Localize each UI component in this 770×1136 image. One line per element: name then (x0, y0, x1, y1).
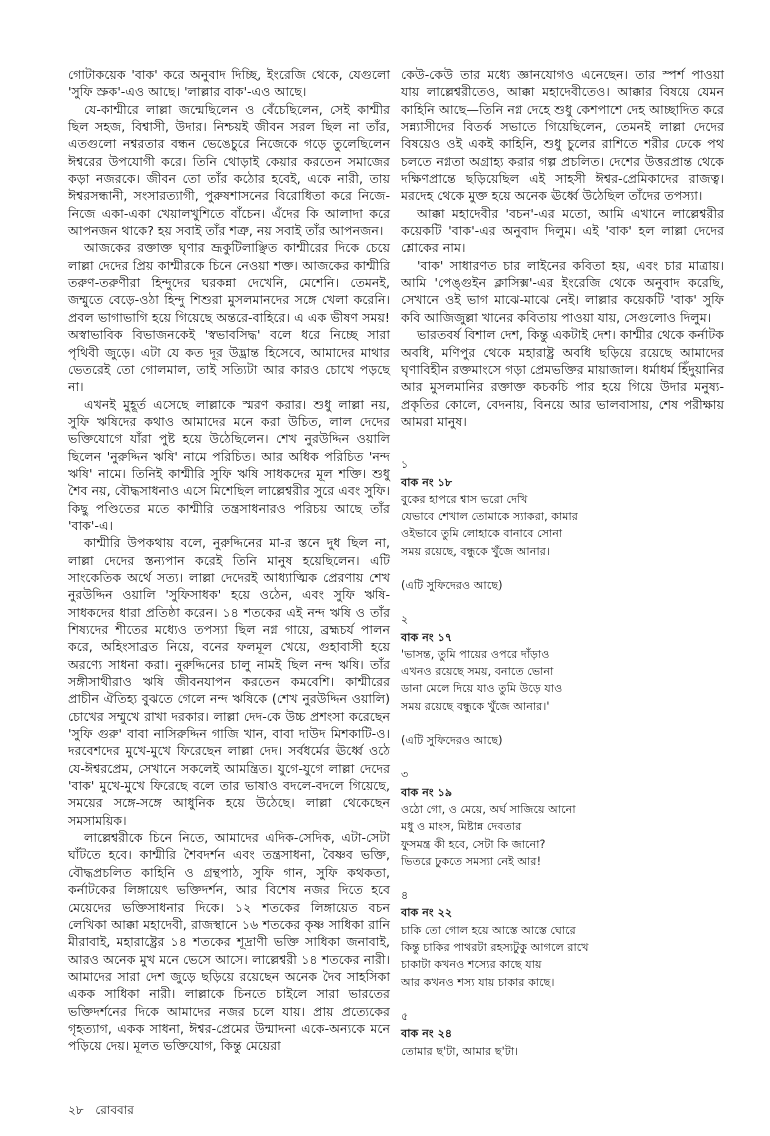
verse-heading: বাক নং ২৪ (401, 1027, 453, 1041)
verse-line: ডানা মেলে দিয়ে যাও তুমি উড়ে যাও (401, 682, 563, 696)
paragraph: লাল্লেশ্বরীকে চিনে নিতে, আমাদের এদিক-সেদিক, এটা-সেটা ঘাঁটতে হবে। কাশ্মীরি শৈবদর্শন এবং তন্ত্রসাধনা, বৈষ্ণব ভক্তি, বৌদ্ধপ্রচলিত কাহিনি ও গ্রন্থপাঠ, সুফি গান, সুফি কথকতা, কর্নাটকের লিঙ্গায়েৎ ভক্তিদর্শন, আর বিশেষ নজর দিতে হবে মেয়েদের ভক্তিসাধনার দিকে। ১২ শতকের লিঙ্গায়েত বচন লেখিকা আক্কা মহাদেবী, রাজস্থানে ১৬ শতকের কৃষ্ণ সাধিকা রানি মীরাবাই, মহারাষ্ট্রের ১৪ শতকের শূদ্রাণী ভক্তি সাধিকা জনাবাই, আরও অনেক মুখ মনে ভেসে আসে। লাল্লেশ্বরী ১৪ শতকের নারী। আমাদের সারা দেশ জুড়ে ছড়িয়ে রয়েছেন অনেক দৈব সাহসিকা একক সাধিকা নারী। লাল্লাকে চিনতে চাইলে সারা ভারতের ভক্তিদর্শনের দিকে আমাদের নজর চলে যায়। প্রায় প্রত্যেকের গৃহত্যাগ, একক সাধনা, ঈশ্বর-প্রেমের উন্মাদনা একে-অন্যকে মনে পড়িয়ে দেয়। মূলত ভক্তিযোগ, কিন্তু মেয়েরা (68, 830, 390, 1054)
verse-heading: বাক নং ১৮ (401, 475, 453, 489)
verse-heading: বাক নং ১৭ (401, 630, 453, 644)
verse-line: বুকের হাপরে শ্বাস ভরো দেখি (401, 492, 528, 506)
verse-note: (এটি সুফিদেরও আছে) (401, 734, 503, 748)
verse-number: ৫ (401, 1009, 409, 1023)
paragraph: ভারতবর্ষ বিশাল দেশ, কিন্তু একটাই দেশ। কাশ্মীর থেকে কর্নাটক অবধি, মণিপুর থেকে মহারাষ্ট্র অবধি ছড়িয়ে রয়েছে আমাদের ঘৃণাবিহীন রক্তমাংসে গড়া প্রেমভক্তির মায়াজাল। ধর্মাধর্ম হিঁদুয়ানির আর মুসলমানির রক্তাক্ত কচকচি পার হয়ে গিয়ে উদার মনুষ্য-প্রকৃতির কোলে, বেদনায়, বিনয়ে আর ভালবাসায়, শেষ পরীক্ষায় আমরা মানুষ। (401, 327, 724, 429)
verse-number: ২ (401, 613, 409, 627)
paragraph: আক্কা মহাদেবীর 'বচন'-এর মতো, আমি এখানে লাল্লেশ্বরীর কয়েকটি 'বাক'-এর অনুবাদ দিলুম। এই 'বাক' হল লাল্লা দেদের শ্লোকের নাম। (401, 205, 724, 256)
verse-line: ভিতরে ঢুকতে সমস্যা নেই আর! (401, 854, 542, 868)
paragraph: আজকের রক্তাক্ত ঘৃণার ভ্রূকুটিলাঞ্ছিত কাশ্মীরের দিকে চেয়ে লাল্লা দেদের প্রিয় কাশ্মীরকে চিনে নেওয়া শক্ত। আজকের কাশ্মীরি তরুণ-তরুণীরা হিন্দুদের ঘরকন্না দেখেনি, মেশেনি। তেমনই, জম্মুতে বেড়ে-ওঠা হিন্দু শিশুরা মুসলমানদের সঙ্গে খেলা করেনি। প্রবল ভাগাভাগি হয়ে গিয়েছে অন্তরে-বাহিরে। এ এক ভীষণ সময়! অস্বাভাবিক বিভাজনকেই 'স্বভাবসিদ্ধ' বলে ধরে নিচ্ছে সারা পৃথিবী জুড়ে। এটা যে কত দূর উদ্ভ্রান্ত হিসেবে, আমাদের মাথার ভেতরেই তো গোলমাল, তাই সত্যিটা আর কারও চোখে পড়ছে না। (68, 240, 390, 395)
verse-block (401, 611, 724, 715)
verse-block (401, 456, 724, 560)
verse-number: ৩ (401, 768, 409, 782)
verse-line: চাকাটা কখনও শস্যের কাছে যায় (401, 958, 542, 972)
verse-number: ৪ (401, 889, 409, 903)
paragraph: কেউ-কেউ তার মধ্যে জ্ঞানযোগও এনেছেন। তার স্পর্শ পাওয়া যায় লাল্লেশ্বরীতেও, আক্কা মহাদেবীতেও। আক্কার বিষয়ে যেমন কাহিনি আছে—তিনি নগ্ন দেহে শুধু কেশপাশে দেহ আচ্ছাদিত করে সন্ন্যাসীদের বিতর্ক সভাতে গিয়েছিলেন, তেমনই লাল্লা দেদের বিষয়েও ওই একই কাহিনি, শুধু চুলের রাশিতে শরীর ঢেকে পথ চলতে নগ্নতা অগ্রাহ্য করার গল্প প্রচলিত। দেশের উত্তরপ্রান্ত থেকে দক্ষিণপ্রান্তে ছড়িয়েছিল এই সাহসী ঈশ্বর-প্রেমিকাদের রাজত্ব। মরদেহ থেকে মুক্ত হয়ে অনেক ঊর্ধ্বে উঠেছিল তাঁদের তপস্যা। (401, 67, 724, 204)
article-column-left (68, 66, 390, 1055)
verse-heading: বাক নং ২২ (401, 906, 453, 920)
verse-block (401, 1008, 724, 1060)
verse-line: মধু ও মাংস, মিষ্টান্ন দেবতার (401, 820, 522, 834)
verse-line: সময় রয়েছে, বন্ধুকে খুঁজে আনার। (401, 544, 550, 558)
verse-line: 'ভাসন্ত, তুমি পায়ের ওপরে দাঁড়াও (401, 647, 550, 661)
paragraph: যে-কাশ্মীরে লাল্লা জন্মেছিলেন ও বেঁচেছিলেন, সেই কাশ্মীর ছিল সহজ, বিশ্বাসী, উদার। নিশ্চয়ই জীবন সরল ছিল না তাঁর, এতগুলো নশ্বরতার বন্ধন ভেঙেচুরে নিজেকে গড়ে তুলেছিলেন ঈশ্বরের উপযোগী করে। তিনি থোড়াই কেয়ার করতেন সমাজের কড়া নজরকে। জীবন তো তাঁর কঠোর হবেই, একে নারী, তায় ঈশ্বরসন্ধানী, সংসারত্যাগী, পুরুষশাসনের বিরোধিতা করে নিজে-নিজে একা-একা খেয়ালখুশিতে বাঁচেন। এঁদের কি আলাদা করে আপনজন থাকে? হয় সবাই তাঁর শত্রু, নয় সবাই তাঁর আপনজন। (68, 101, 390, 239)
verse-heading: বাক নং ১৯ (401, 785, 453, 799)
verse-line: আর কখনও শস্য যায় চাকার কাছে। (401, 975, 555, 989)
paragraph: কাশ্মীরি উপকথায় বলে, নুরুদ্দিনের মা-র স্তনে দুধ ছিল না, লাল্লা দেদের স্তন্যপান করেই তিনি মানুষ হয়েছিলেন। এটি সাংকেতিক অর্থে সত্য। লাল্লা দেদেরই আধ্যাত্মিক প্রেরণায় শেখ নুরউদ্দিন ওয়ালি 'সুফিসাধক' হয়ে ওঠেন, এবং সুফি ঋষি-সাধকদের ধারা প্রতিষ্ঠা করেন। ১৪ শতকের এই নন্দ ঋষি ও তাঁর শিষ্যদের শীতের মধ্যেও তপস্যা ছিল নগ্ন গায়ে, ব্রহ্মচর্য পালন করে, অহিংসাব্রত নিয়ে, বনের ফলমূল খেয়ে, গুহাবাসী হয়ে অরণ্যে সাধনা করা। নুরুদ্দিনের চালু নামই ছিল নন্দ ঋষি। তাঁর সঙ্গীসাথীরাও ঋষি জীবনযাপন করতেন কমবেশি। কাশ্মীরের প্রাচীন ঐতিহ্য বুঝতে গেলে নন্দ ঋষিকে (শেখ নুরউদ্দিন ওয়ালি) চোখের সম্মুখে রাখা দরকার। লাল্লা দেদ-কে উচ্চ প্রশংসা করেছেন 'সুফি গুরু' বাবা নাসিরুদ্দিন গাজি খান, বাবা দাউদ মিশকাটি-ও। দরবেশদের মুখে-মুখে ফিরেছেন লাল্লা দেদ। সর্বধর্মের ঊর্ধ্বে ওঠে যে-ঈশ্বরপ্রেম, সেখানে সকলেই আমন্ত্রিত। যুগে-যুগে লাল্লা দেদের 'বাক' মুখে-মুখে ফিরেছে বলে তার ভাষাও বদলে-বদলে গিয়েছে, সময়ের সঙ্গে-সঙ্গে আধুনিক হয়ে উঠেছে। লাল্লা থেকেছেন সমসাময়িক। (68, 535, 390, 828)
article-column-right (401, 66, 724, 1077)
verse-note: (এটি সুফিদেরও আছে) (401, 579, 503, 592)
verse-line: চাকি তো গোল হয়ে আস্তে আস্তে ঘোরে (401, 923, 576, 937)
verse-line: ওইভাবে তুমি লোহাকে বানাবে সোনা (401, 527, 563, 541)
page-number: ২৮ (68, 1103, 84, 1117)
page-footer (68, 1102, 142, 1122)
paragraph: গোটাকয়েক 'বাক' করে অনুবাদ দিচ্ছি, ইংরেজি থেকে, যেগুলো 'সুফি স্রুক'-এও আছে। 'লাল্লার বাক'-এও আছে। (68, 67, 390, 100)
verse-line: ওঠো গো, ও মেয়ে, অর্ঘ সাজিয়ে আনো (401, 802, 576, 816)
verse-number: ১ (401, 458, 409, 472)
verse-line: তোমার ছ'টা, আমার ছ'টা। (401, 1044, 519, 1058)
verse-line: সময় রয়েছে বন্ধুকে খুঁজে আনার।' (401, 699, 550, 713)
verse-block (401, 766, 724, 870)
paragraph: এখনই মুহূর্ত এসেছে লাল্লাকে স্মরণ করার। শুধু লাল্লা নয়, সুফি ঋষিদের কথাও আমাদের মনে করা উচিত, লাল দেদের ভক্তিযোগে যাঁরা পুষ্ট হয়ে উঠেছিলেন। শেখ নুরউদ্দিন ওয়ালি ছিলেন 'নুরুদ্দিন ঋষি' নামে পরিচিত। আর অধিক পরিচিত 'নন্দ ঋষি' নামে। তিনিই কাশ্মীরি সুফি ঋষি সাধকদের মূল শক্তি। শুধু শৈব নয়, বৌদ্ধসাধনাও এসে মিশেছিল লাল্লেশ্বরীর সুরে এবং সুফি। কিছু পণ্ডিতের মতে কাশ্মীরি তন্ত্রসাধনারও পরিচয় আছে তাঁর 'বাক'-এ। (68, 396, 390, 533)
verse-line: ফুসমন্ত্র কী হবে, সেটা কি জানো? (401, 837, 546, 851)
section-name: রোববার (95, 1103, 134, 1117)
paragraph: 'বাক' সাধারণত চার লাইনের কবিতা হয়, এবং চার মাত্রায়। আমি 'পেঙ্গুইন ক্লাসিক্স'-এর ইংরেজি থেকে অনুবাদ করেছি, সেখানে ওই ভাগ মাঝে-মাঝে নেই। লাল্লার কয়েকটি 'বাক' সুফি কবি আজিজুল্লা খানের কবিতায় পাওয়া যায়, সেগুলোও দিলুম। (401, 257, 724, 325)
verse-line: যেভাবে শেখাল তোমাকে স্যাকরা, কামার (401, 510, 578, 524)
verse-list (401, 456, 724, 1060)
verse-line: এখনও রয়েছে সময়, বনাতে ভোনা (401, 665, 554, 679)
verse-block (401, 887, 724, 991)
verse-line: কিন্তু চাকির পাথরটা রহস্যটুকু আগলে রাখে (401, 941, 589, 955)
